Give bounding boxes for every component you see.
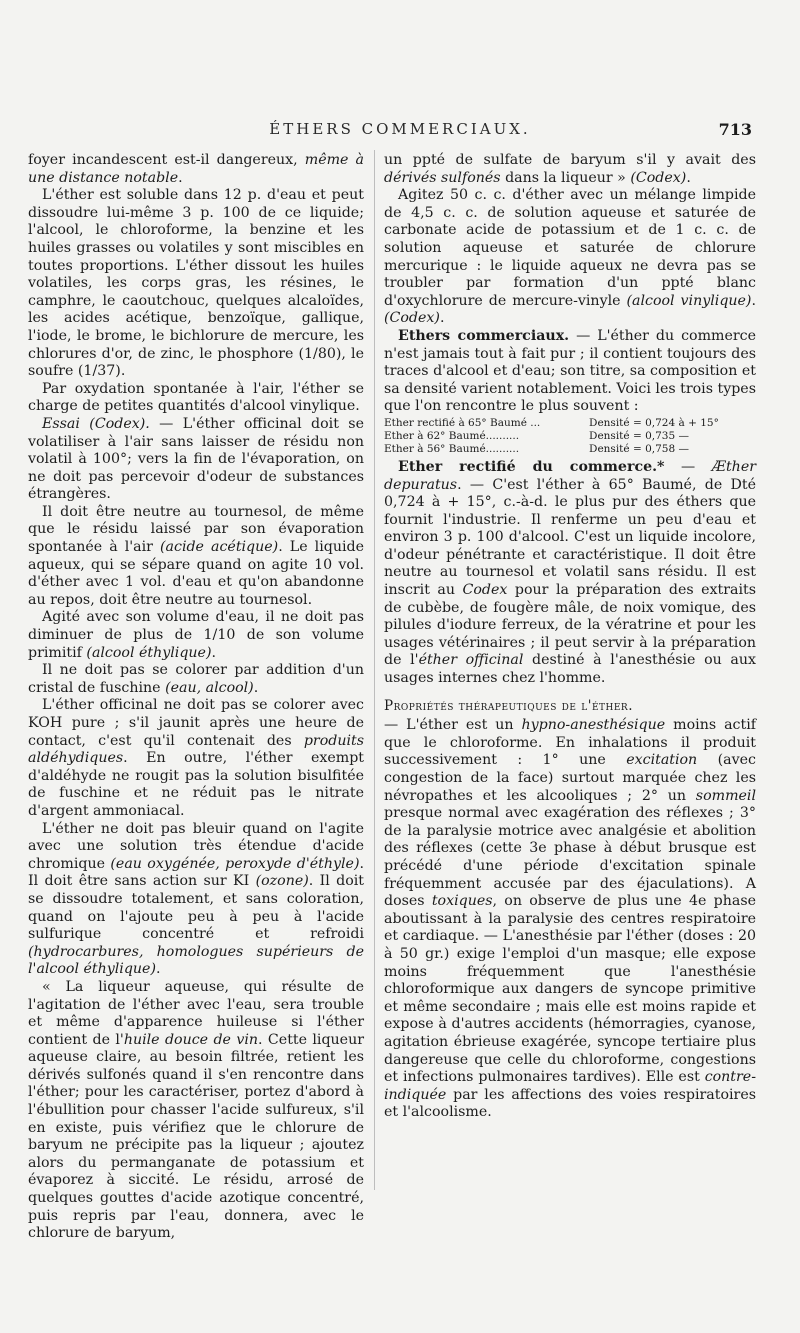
ether-density: Densité = 0,735 — — [589, 429, 689, 442]
paragraph: Essai (Codex). — L'éther officinal doit se volatiliser à l'air sans laisser de résidu non volatil à 100°; vers la fin de l'évaporation, on ne doit pas percevoir d'odeur de substances étrangères. — [28, 415, 364, 503]
ether-type: Ether rectifié à 65° Baumé ... — [384, 416, 541, 429]
table-row — [384, 443, 756, 456]
section-heading: Ethers commerciaux. — [398, 327, 570, 344]
paragraph: un ppté de sulfate de baryum s'il y avait des dérivés sulfonés dans la liqueur » (Codex). — [384, 152, 756, 186]
paragraph: — L'éther est un hypno-anesthésique moins actif que le chloroforme. En inhalations il produit successivement : 1° une excitation (avec congestion de la face) surtout marquée chez les névropathes et les alcooliques ; 2° un sommeil presque normal avec exagération des réflexes ; 3° de la paralysie motrice avec analgésie et abolition des réflexes (cette 3e phase à début brusque est précédé d'une période d'excitation spinale fréquemment accusée par des éjaculations). A doses toxiques, on observe de plus une 4e phase aboutissant à la paralysie des centres respiratoire et cardiaque. — L'anesthésie par l'éther (doses : 20 à 50 gr.) exige l'emploi d'un masque; elle expose moins fréquemment que l'anesthésie chloroformique aux dangers de syncope primitive et même secondaire ; mais elle est moins rapide et expose à d'autres accidents (hémorragies, cyanose, agitation ébrieuse exagérée, syncope tertiaire plus dangereuse que celle du chloroforme, congestions et infections pulmonaires tardives). Elle est contre-indiquée par les affections des voies respiratoires et l'alcoolisme. — [384, 717, 756, 1121]
paragraph: L'éther officinal ne doit pas se colorer avec KOH pure ; s'il jaunit après une heure de contact, c'est qu'il contenait des produits aldéhydiques. En outre, l'éther exempt d'aldéhyde ne rougit pas la solution bisulfitée de fuschine et ne réduit pas le nitrate d'argent ammoniacal. — [28, 697, 364, 819]
ether-types-table — [384, 417, 756, 456]
paragraph: Il doit être neutre au tournesol, de même que le résidu laissé par son évaporation spontanée à l'air (acide acétique). Le liquide aqueux, qui se sépare quand on agite 10 vol. d'éther avec 1 vol. d'eau et qu'on abandonne au repos, doit être neutre au tournesol. — [28, 503, 364, 608]
column-divider — [374, 150, 375, 1190]
paragraph: Il ne doit pas se colorer par addition d'un cristal de fuschine (eau, alcool). — [28, 662, 364, 696]
right-column — [384, 152, 756, 1122]
ether-type: Ether à 56° Baumé.......... — [384, 442, 520, 455]
ether-density: Densité = 0,724 à + 15° — [589, 416, 719, 429]
paragraph: Ether rectifié du commerce.* — Æther depuratus. — C'est l'éther à 65° Baumé, de Dté 0,724 à + 15°, c.-à-d. le plus pur des éthers que fournit l'industrie. Il renferme un peu d'eau et environ 3 p. 100 d'alcool. C'est un liquide incolore, d'odeur pénétrante et caractéristique. Il doit être neutre au tournesol et volatil sans résidu. Il est inscrit au Codex pour la préparation des extraits de cubèbe, de fougère mâle, de noix vomique, des pilules d'iodure ferreux, de la vératrine et pour les usages vétérinaires ; il peut servir à la préparation de l'éther officinal destiné à l'anesthésie ou aux usages internes chez l'homme. — [384, 458, 756, 687]
paragraph: Agitez 50 c. c. d'éther avec un mélange limpide de 4,5 c. c. de solution aqueuse et saturée de carbonate acide de potassium et de 1 c. c. de solution aqueuse et saturée de chlorure mercurique : le liquide aqueux ne devra pas se troubler par formation d'un ppté blanc d'oxychlorure de mercure-vinyle (alcool vinylique). (Codex). — [384, 187, 756, 327]
paragraph: Par oxydation spontanée à l'air, l'éther se charge de petites quantités d'alcool vinylique. — [28, 380, 364, 415]
paragraph: foyer incandescent est-il dangereux, même à une distance notable. — [28, 152, 364, 186]
section-heading: Propriétés thérapeutiques de l'éther. — [384, 697, 634, 714]
paragraph: L'éther est soluble dans 12 p. d'eau et peut dissoudre lui-même 3 p. 100 de ce liquide; l'alcool, le chloroforme, la benzine et les huiles grasses ou volatiles y sont miscibles en toutes proportions. L'éther dissout les huiles volatiles, les corps gras, les résines, le camphre, le caoutchouc, quelques alcaloïdes, les acides acétique, benzoïque, gallique, l'iode, le brome, le bichlorure de mercure, les chlorures d'or, de zinc, le phosphore (1/80), le soufre (1/37). — [28, 187, 364, 380]
ether-type: Ether à 62° Baumé.......... — [384, 429, 520, 442]
ether-density: Densité = 0,758 — — [589, 442, 689, 455]
left-column — [28, 152, 364, 1243]
page-number: 713 — [718, 120, 752, 139]
paragraph: Ethers commerciaux. — L'éther du commerce n'est jamais tout à fait pur ; il contient toujours des traces d'alcool et d'eau; son titre, sa composition et sa densité varient notablement. Voici les trois types que l'on rencontre le plus souvent : — [384, 327, 756, 415]
running-title: ÉTHERS COMMERCIAUX. — [269, 120, 531, 138]
table-row — [384, 430, 756, 443]
table-row — [384, 417, 756, 430]
section-heading: Ether rectifié du commerce.* — [398, 458, 665, 475]
running-head — [0, 120, 800, 144]
paragraph: Agité avec son volume d'eau, il ne doit pas diminuer de plus de 1/10 de son volume primitif (alcool éthylique). — [28, 609, 364, 661]
paragraph: « La liqueur aqueuse, qui résulte de l'agitation de l'éther avec l'eau, sera trouble et même d'apparence huileuse si l'éther contient de l'huile douce de vin. Cette liqueur aqueuse claire, au besoin filtrée, retient les dérivés sulfonés quand il s'en rencontre dans l'éther; pour les caractériser, portez d'abord à l'ébullition pour chasser l'acide sulfureux, s'il en existe, puis vérifiez que le chlorure de baryum ne précipite pas la liqueur ; ajoutez alors du permanganate de potassium et évaporez à siccité. Le résidu, arrosé de quelques gouttes d'acide azotique concentré, puis repris par l'eau, donnera, avec le chlorure de baryum, — [28, 978, 364, 1242]
paragraph: L'éther ne doit pas bleuir quand on l'agite avec une solution très étendue d'acide chromique (eau oxygénée, peroxyde d'éthyle). Il doit être sans action sur KI (ozone). Il doit se dissoudre totalement, et sans coloration, quand on l'ajoute peu à peu à l'acide sulfurique concentré et refroidi (hydrocarbures, homologues supérieurs de l'alcool éthylique). — [28, 820, 365, 978]
